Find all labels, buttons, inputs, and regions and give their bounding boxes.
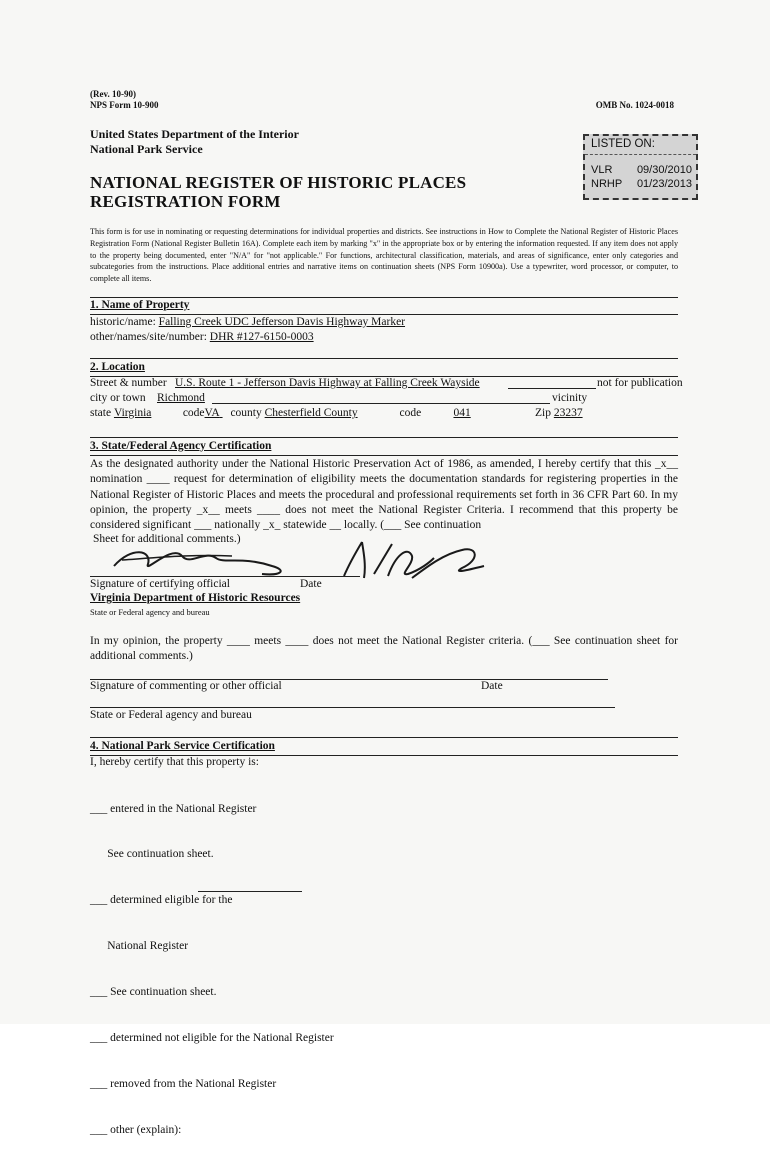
omb-number: OMB No. 1024-0018 xyxy=(595,100,674,110)
stamp-nrhp-date: 01/23/2013 xyxy=(636,178,692,190)
nps-cert-intro: I, hereby certify that this property is: xyxy=(90,756,259,768)
stamp-nrhp-row xyxy=(591,178,692,190)
city-blank xyxy=(212,393,550,404)
stamp-vlr-date: 09/30/2010 xyxy=(636,164,692,176)
cert-item: ___ determined not eligible for the National Register xyxy=(90,1032,334,1045)
county-label: county xyxy=(230,407,262,419)
state-label: state xyxy=(90,407,112,419)
state-value: Virginia xyxy=(113,407,152,419)
department xyxy=(90,127,299,157)
zip-value: 23237 xyxy=(553,407,583,419)
certification-paragraph: As the designated authority under the National Historic Preservation Act of 1986, as amended, I hereby certify that this _x__ nomination ____ request for determination of eligibility meets the documentation standards for registering properties in the National Register of Historic Places and meets the procedural and professional requirements set forth in 36 CFR Part 60. In my opinion, the property _x__ meets ____ does not meet the National Register Criteria. I recommend that this property be considered significant ___ nationally _x_ statewide __ locally. (___ See continuation xyxy=(90,458,678,532)
section3-heading: 3. State/Federal Agency Certification xyxy=(90,440,272,452)
section4-heading: 4. National Park Service Certification xyxy=(90,740,275,752)
cert-item: ___ determined eligible for the xyxy=(90,894,233,907)
county-value: Chesterfield County xyxy=(264,407,358,419)
revision: (Rev. 10-90) xyxy=(90,89,136,99)
form-title xyxy=(90,173,466,211)
county-code-value: 041 xyxy=(453,407,471,419)
state-row xyxy=(90,407,583,419)
stamp-heading: LISTED ON: xyxy=(591,138,655,150)
department-line1: United States Department of the Interior xyxy=(90,127,299,141)
street-value: U.S. Route 1 - Jefferson Davis Highway at Falling Creek Wayside xyxy=(175,377,480,389)
cert-item: ___ entered in the National Register xyxy=(90,802,257,815)
stamp-vlr-label: VLR xyxy=(591,164,613,176)
agency-name: Virginia Department of Historic Resources xyxy=(90,592,301,604)
section2-rule xyxy=(90,358,678,359)
state-code-label: code xyxy=(182,407,205,419)
nps-cert-items xyxy=(90,771,334,1169)
historic-name-label: historic/name: xyxy=(90,316,156,328)
certifying-date-label: Date xyxy=(300,578,322,590)
stamp-nrhp-label: NRHP xyxy=(591,178,623,190)
commenting-signature-label: Signature of commenting or other official xyxy=(90,680,282,692)
instructions-paragraph: This form is for use in nominating or requesting determinations for individual properties and districts. See instructions in How to Complete the National Register of Historic Places Registration Form (National Register Bulletin 16A). Complete each item by marking "x" in the appropriate box or by entering the information requested. If any item does not apply to the property being documented, enter "N/A" for "not applicable." For functions, architectural classification, materials, and areas of significance, enter only categories and subcategories from the instructions. Place additional entries and narrative items on continuation sheets (NPS Form 10900a). Use a typewriter, word processor, or computer, to complete all items. xyxy=(90,227,678,284)
form-number: NPS Form 10-900 xyxy=(90,100,159,110)
cert-item: ___ removed from the National Register xyxy=(90,1077,277,1090)
opinion-paragraph: In my opinion, the property ____ meets ____ does not meet the National Register criteria. (___ See continuation sheet for additional comments.) xyxy=(90,635,678,663)
other-names-value: DHR #127-6150-0003 xyxy=(209,331,314,343)
state-federal-line xyxy=(90,707,615,708)
cert-item: See continuation sheet. xyxy=(90,848,214,861)
stamp-divider xyxy=(585,154,696,155)
section4-rule xyxy=(90,737,678,738)
city-label: city or town xyxy=(90,392,146,404)
form-title-line2: REGISTRATION FORM xyxy=(90,192,281,211)
stamp-vlr-row xyxy=(591,164,692,176)
section1-rule xyxy=(90,297,678,298)
section1-rule-bottom xyxy=(90,314,678,315)
cert-item: ___ other (explain): xyxy=(90,1123,185,1136)
county-code-label: code xyxy=(399,407,422,419)
vicinity: vicinity xyxy=(552,392,588,404)
continuation-sheet-line: Sheet for additional comments.) xyxy=(93,533,241,545)
zip-label: Zip xyxy=(534,407,551,419)
cert-item: National Register xyxy=(90,940,189,953)
state-federal-label: State or Federal agency and bureau xyxy=(90,709,252,721)
section3-rule xyxy=(90,437,678,438)
other-names-label: other/names/site/number: xyxy=(90,331,207,343)
section3-rule-bottom xyxy=(90,455,678,456)
form-title-line1: NATIONAL REGISTER OF HISTORIC PLACES xyxy=(90,173,467,192)
state-code-value: VA xyxy=(204,407,220,419)
cert-item: ___ See continuation sheet. xyxy=(90,986,217,999)
section1-heading: 1. Name of Property xyxy=(90,299,190,311)
state-code-pad xyxy=(220,407,223,419)
department-line2: National Park Service xyxy=(90,142,203,156)
form-header-left xyxy=(90,89,159,111)
historic-name-row xyxy=(90,316,405,328)
certifying-signature-line xyxy=(90,576,360,577)
street-blank xyxy=(508,378,596,389)
city-value: Richmond xyxy=(157,392,205,404)
listed-on-stamp xyxy=(583,134,698,200)
not-for-publication: not for publication xyxy=(597,377,683,389)
section2-heading: 2. Location xyxy=(90,361,145,373)
street-label: Street & number xyxy=(90,377,167,389)
historic-name-value: Falling Creek UDC Jefferson Davis Highway Marker xyxy=(158,316,406,328)
commenting-date-label: Date xyxy=(481,680,503,692)
agency-subtitle: State or Federal agency and bureau xyxy=(90,607,210,617)
certifying-signature-label: Signature of certifying official xyxy=(90,578,230,590)
other-names-row xyxy=(90,331,314,343)
other-explain-blank xyxy=(198,881,302,892)
